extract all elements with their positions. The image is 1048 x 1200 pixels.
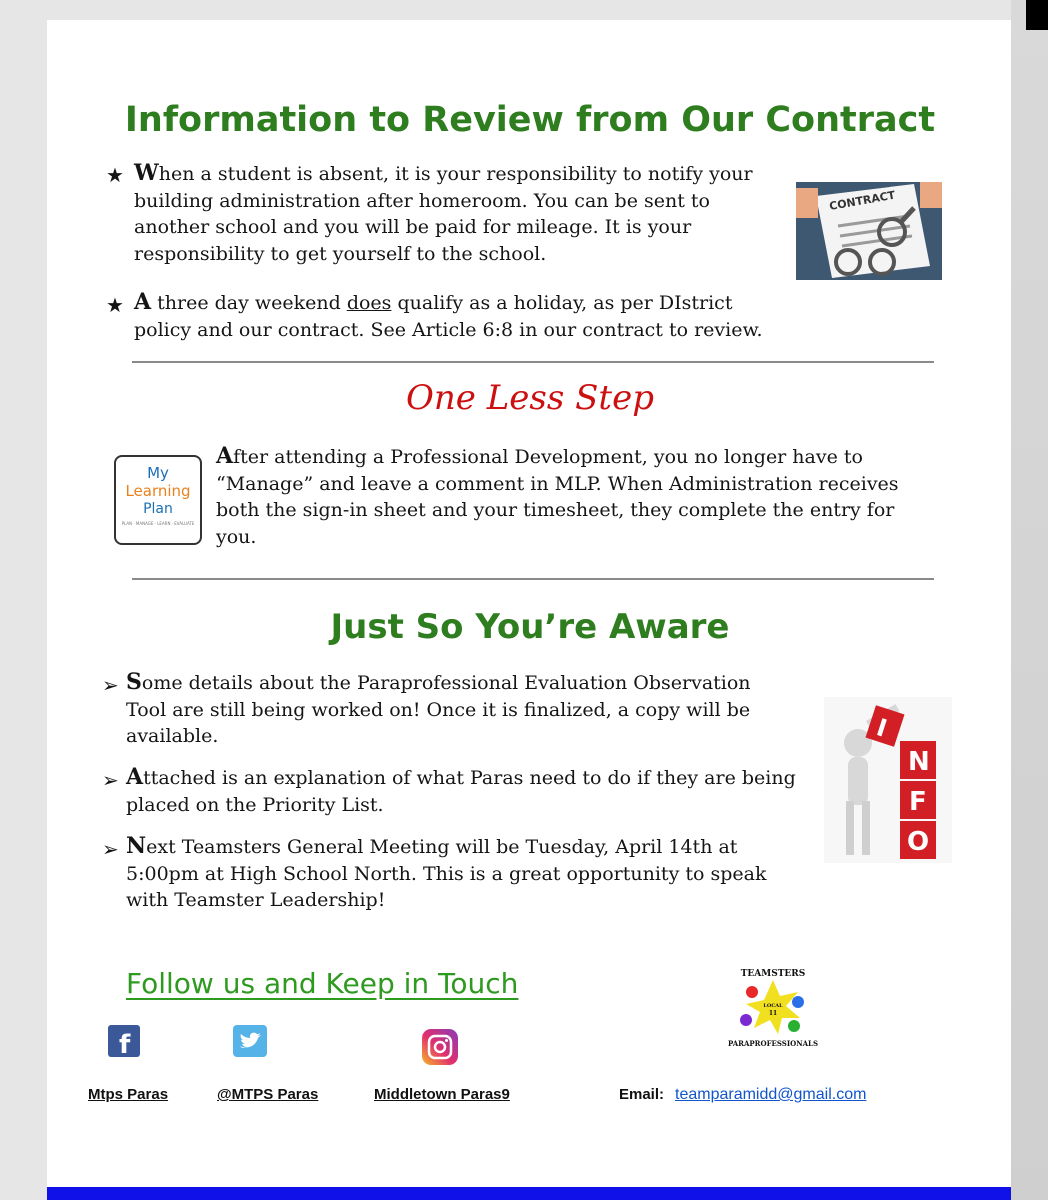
instagram-handle-link[interactable]: Middletown Paras9 (374, 1086, 510, 1103)
contract-bullet-1: When a student is absent, it is your responsibility to notify your building administration after homeroom. You can be sent to another school and you will be paid for mileage. It is your responsibility to get yourself to the school. (134, 160, 753, 265)
email-link[interactable]: teamparamidd@gmail.com (675, 1086, 867, 1103)
aware-bullet-2: Attached is an explanation of what Paras need to do if they are being placed on the Priority List. (126, 764, 796, 816)
info-letter: I (873, 713, 891, 743)
section-divider (132, 578, 934, 580)
svg-text:PARAPROFESSIONALS: PARAPROFESSIONALS (727, 1039, 819, 1048)
email-label: Email: (619, 1086, 665, 1103)
page-gutter (1011, 0, 1048, 1200)
info-letter: F (909, 787, 927, 817)
arrow-bullet-icon: ➢ (102, 673, 119, 697)
instagram-icon[interactable] (422, 1029, 458, 1065)
twitter-icon[interactable] (233, 1025, 267, 1057)
section-divider (132, 361, 934, 363)
twitter-handle-link[interactable]: @MTPS Paras (217, 1086, 319, 1103)
one-less-step-text: After attending a Professional Development, you no longer have to “Manage” and leave a comment in MLP. When Administration receives both the sign-in sheet and your timesheet, they complete the entry for you. (216, 443, 899, 548)
facebook-handle-link[interactable]: Mtps Paras (88, 1086, 169, 1103)
star-bullet-icon: ★ (106, 293, 124, 317)
contract-review-image (796, 182, 942, 280)
info-letter: N (908, 747, 930, 777)
teamsters-local-11-logo (722, 962, 824, 1052)
contract-bullet-2: A three day weekend does qualify as a holiday, as per DIstrict policy and our contract. See Article 6:8 in our contract to review. (134, 289, 763, 341)
svg-text:LOCAL: LOCAL (763, 1003, 783, 1009)
facebook-icon[interactable] (108, 1025, 140, 1057)
svg-text:11: 11 (768, 1010, 778, 1017)
one-less-step-title: One Less Step (406, 378, 654, 418)
star-bullet-icon: ★ (106, 163, 124, 187)
arrow-bullet-icon: ➢ (102, 768, 119, 792)
aware-bullet-3: Next Teamsters General Meeting will be Tuesday, April 14th at 5:00pm at High School North. This is a great opportunity to speak with Teamster Leadership! (126, 833, 767, 911)
svg-text:TEAMSTERS: TEAMSTERS (740, 969, 806, 979)
arrow-bullet-icon: ➢ (102, 837, 119, 861)
aware-bullet-1: Some details about the Paraprofessional Evaluation Observation Tool are still being worked on! Once it is finalized, a copy will be available. (126, 669, 751, 747)
corner-marker (1026, 0, 1048, 30)
just-so-youre-aware-title: Just So You’re Aware (330, 607, 730, 647)
contract-image-label: CONTRACT (828, 188, 897, 213)
follow-us-title: Follow us and Keep in Touch (126, 967, 519, 1000)
svg-text:f: f (119, 1030, 131, 1057)
info-letter: O (907, 827, 930, 857)
contract-section-title: Information to Review from Our Contract (124, 100, 936, 140)
footer-color-bar (47, 1187, 1011, 1200)
my-learning-plan-logo: My Learning Plan PLAN · MANAGE · LEARN · EVALUATE (114, 455, 202, 545)
info-blocks-image (824, 697, 952, 863)
